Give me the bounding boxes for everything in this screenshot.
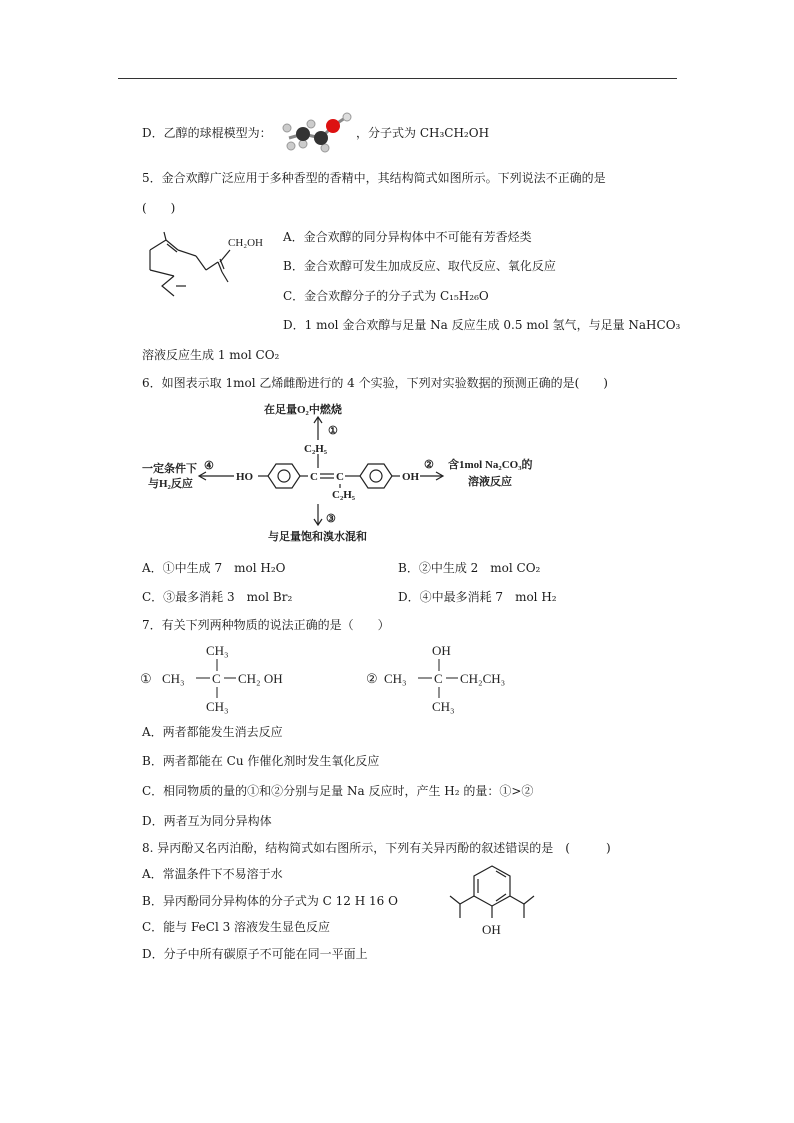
q6-arrow-3-num: ③ bbox=[326, 513, 336, 525]
q7-option-a: A．两者都能发生消去反应 bbox=[142, 725, 283, 739]
q7-s2-left: CH₃ bbox=[384, 671, 407, 686]
q6-c2h5-bottom: C₂H₅ bbox=[332, 489, 356, 501]
ethanol-ball-stick-model bbox=[281, 108, 355, 154]
q7-s1-bottom: CH₃ bbox=[206, 699, 229, 714]
q5-option-d-continued: 溶液反应生成 1 mol CO₂ bbox=[142, 348, 280, 362]
q7-stem: 7．有关下列两种物质的说法正确的是（ ） bbox=[142, 618, 390, 632]
q8-stem: 8. 异丙酚又名丙泊酚，结构简式如右图所示，下列有关异丙酚的叙述错误的是 ( ) bbox=[142, 841, 611, 855]
propofol-structure bbox=[440, 858, 540, 940]
q4-option-d-suffix: ，分子式为 CH₃CH₂OH bbox=[356, 126, 490, 140]
q7-structures bbox=[140, 640, 530, 716]
q6-option-a: A．①中生成 7 mol H₂O bbox=[142, 561, 286, 575]
q6-option-c: C．③最多消耗 3 mol Br₂ bbox=[142, 590, 293, 604]
q6-option-d: D．④中最多消耗 7 mol H₂ bbox=[398, 590, 557, 604]
farnesol-structure bbox=[140, 222, 276, 302]
q5-option-c: C．金合欢醇分子的分子式为 C₁₅H₂₆O bbox=[283, 289, 489, 303]
q8-option-a: A．常温条件下不易溶于水 bbox=[142, 867, 283, 881]
q7-s1-left: CH₃ bbox=[162, 671, 185, 686]
q6-stem: 6．如图表示取 1mol 乙烯雌酚进行的 4 个实验，下列对实验数据的预测正确的是( ) bbox=[142, 376, 608, 390]
q7-s2-right: CH₂CH₃ bbox=[460, 671, 506, 686]
q6-ho: HO bbox=[236, 471, 254, 483]
q6-bottom-label: 与足量饱和溴水混和 bbox=[268, 531, 367, 543]
q8-option-d: D．分子中所有碳原子不可能在同一平面上 bbox=[142, 947, 368, 961]
q6-arrow-4-num: ④ bbox=[204, 460, 214, 472]
q7-s1-num: ① bbox=[140, 671, 152, 686]
q7-s2-bottom: CH₃ bbox=[432, 699, 455, 714]
q7-option-d: D．两者互为同分异构体 bbox=[142, 814, 272, 828]
q6-reaction-diagram bbox=[140, 398, 580, 544]
q6-option-b: B．②中生成 2 mol CO₂ bbox=[398, 561, 541, 575]
header-rule bbox=[118, 78, 677, 79]
q6-c-left: C bbox=[310, 471, 318, 483]
q6-oh: OH bbox=[402, 471, 420, 483]
q7-s1-top: CH₃ bbox=[206, 643, 229, 658]
q7-s1-c: C bbox=[212, 671, 221, 686]
q6-right-label-1: 含1mol Na₂CO₃的 bbox=[448, 459, 533, 471]
q5-option-a: A．金合欢醇的同分异构体中不可能有芳香烃类 bbox=[283, 230, 532, 244]
q6-arrow-1-num: ① bbox=[328, 425, 338, 437]
q5-stem: 5．金合欢醇广泛应用于多种香型的香精中，其结构简式如图所示。下列说法不正确的是 bbox=[142, 171, 606, 185]
q7-s2-c: C bbox=[434, 671, 443, 686]
q7-s1-right: CH₂ OH bbox=[238, 671, 283, 686]
q6-arrow-2-num: ② bbox=[424, 459, 434, 471]
q6-c2h5-top: C₂H₅ bbox=[304, 443, 328, 455]
q6-left-label-1: 一定条件下 bbox=[142, 463, 197, 475]
q7-s2-num: ② bbox=[366, 671, 378, 686]
q5-paren: ( ) bbox=[142, 201, 176, 215]
q6-top-label: 在足量O₂中燃烧 bbox=[264, 404, 342, 416]
q6-left-label-2: 与H₂反应 bbox=[148, 478, 193, 490]
q5-option-b: B．金合欢醇可发生加成反应、取代反应、氧化反应 bbox=[283, 259, 556, 273]
q7-option-c: C．相同物质的量的①和②分别与足量 Na 反应时，产生 H₂ 的量：①>② bbox=[142, 784, 534, 798]
q5-option-d: D．1 mol 金合欢醇与足量 Na 反应生成 0.5 mol 氢气，与足量 NaHCO₃ bbox=[283, 318, 681, 332]
q8-option-c: C．能与 FeCl 3 溶液发生显色反应 bbox=[142, 920, 331, 934]
q5-struct-label: CH₂OH bbox=[228, 237, 264, 249]
q8-struct-label: OH bbox=[482, 922, 501, 937]
q4-option-d-prefix: D．乙醇的球棍模型为： bbox=[142, 126, 272, 140]
q8-option-b: B．异丙酚同分异构体的分子式为 C 12 H 16 O bbox=[142, 894, 398, 908]
q6-c-right: C bbox=[336, 471, 344, 483]
q7-option-b: B．两者都能在 Cu 作催化剂时发生氧化反应 bbox=[142, 754, 380, 768]
q6-right-label-2: 溶液反应 bbox=[468, 476, 512, 488]
q7-s2-top: OH bbox=[432, 643, 451, 658]
